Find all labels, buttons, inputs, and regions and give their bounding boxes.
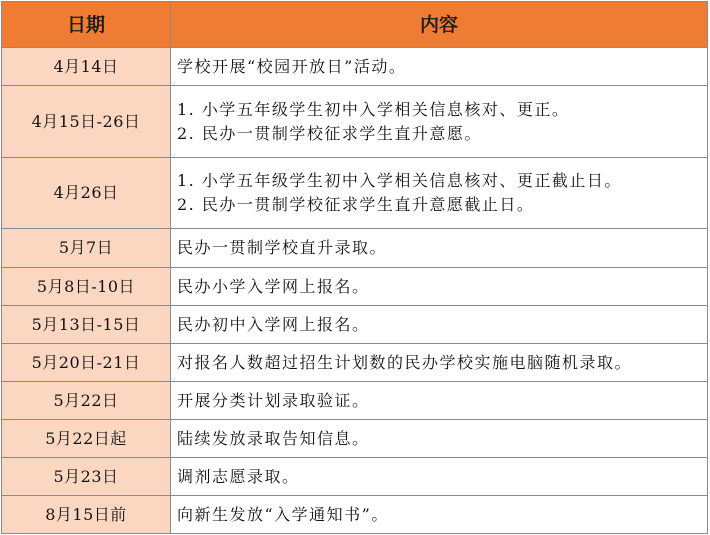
table-row (2, 268, 708, 306)
content-line: 向新生发放“入学通知书”。 (177, 504, 389, 524)
date-cell: 5月7日 (2, 229, 171, 268)
content-line: 对报名人数超过招生计划数的民办学校实施电脑随机录取。 (177, 352, 633, 372)
table-row (2, 229, 708, 268)
content-line: 2. 民办一贯制学校征求学生直升意愿截止日。 (177, 195, 535, 214)
table-row (2, 382, 708, 420)
date-cell: 5月20日-21日 (2, 344, 171, 382)
table-row (2, 496, 708, 534)
content-cell (171, 382, 708, 420)
table-row (2, 306, 708, 344)
content-line: 民办小学入学网上报名。 (177, 276, 370, 296)
table-row (2, 458, 708, 496)
content-line: 民办一贯制学校直升录取。 (177, 238, 388, 257)
content-line: 民办初中入学网上报名。 (177, 314, 370, 334)
table-header-row (2, 2, 708, 48)
date-cell: 8月15日前 (2, 496, 171, 534)
table-row (2, 420, 708, 458)
content-cell (171, 268, 708, 306)
content-cell (171, 496, 708, 534)
content-cell (171, 420, 708, 458)
table-row (2, 344, 708, 382)
content-line: 学校开展“校园开放日”活动。 (177, 56, 407, 76)
table-row (2, 158, 708, 229)
content-cell (171, 229, 708, 268)
content-line: 开展分类计划录取验证。 (177, 390, 370, 410)
table-row (2, 48, 708, 86)
content-column-header: 内容 (171, 2, 708, 48)
table-row (2, 86, 708, 158)
date-cell: 4月15日-26日 (2, 86, 171, 158)
admission-schedule-table (1, 1, 708, 534)
content-line: 调剂志愿录取。 (177, 466, 300, 486)
content-cell (171, 344, 708, 382)
date-cell: 5月8日-10日 (2, 268, 171, 306)
content-cell (171, 306, 708, 344)
content-line: 1. 小学五年级学生初中入学相关信息核对、更正。 (177, 99, 570, 119)
date-cell: 4月26日 (2, 158, 171, 229)
content-cell (171, 86, 708, 158)
content-line: 陆续发放录取告知信息。 (177, 428, 370, 448)
date-cell: 4月14日 (2, 48, 171, 86)
content-line: 1. 小学五年级学生初中入学相关信息核对、更正截止日。 (177, 171, 622, 190)
date-cell: 5月13日-15日 (2, 306, 171, 344)
date-cell: 5月22日 (2, 382, 171, 420)
date-cell: 5月22日起 (2, 420, 171, 458)
content-line: 2. 民办一贯制学校征求学生直升意愿。 (177, 123, 482, 143)
content-cell (171, 458, 708, 496)
date-column-header: 日期 (2, 2, 171, 48)
content-cell (171, 158, 708, 229)
date-cell: 5月23日 (2, 458, 171, 496)
content-cell (171, 48, 708, 86)
